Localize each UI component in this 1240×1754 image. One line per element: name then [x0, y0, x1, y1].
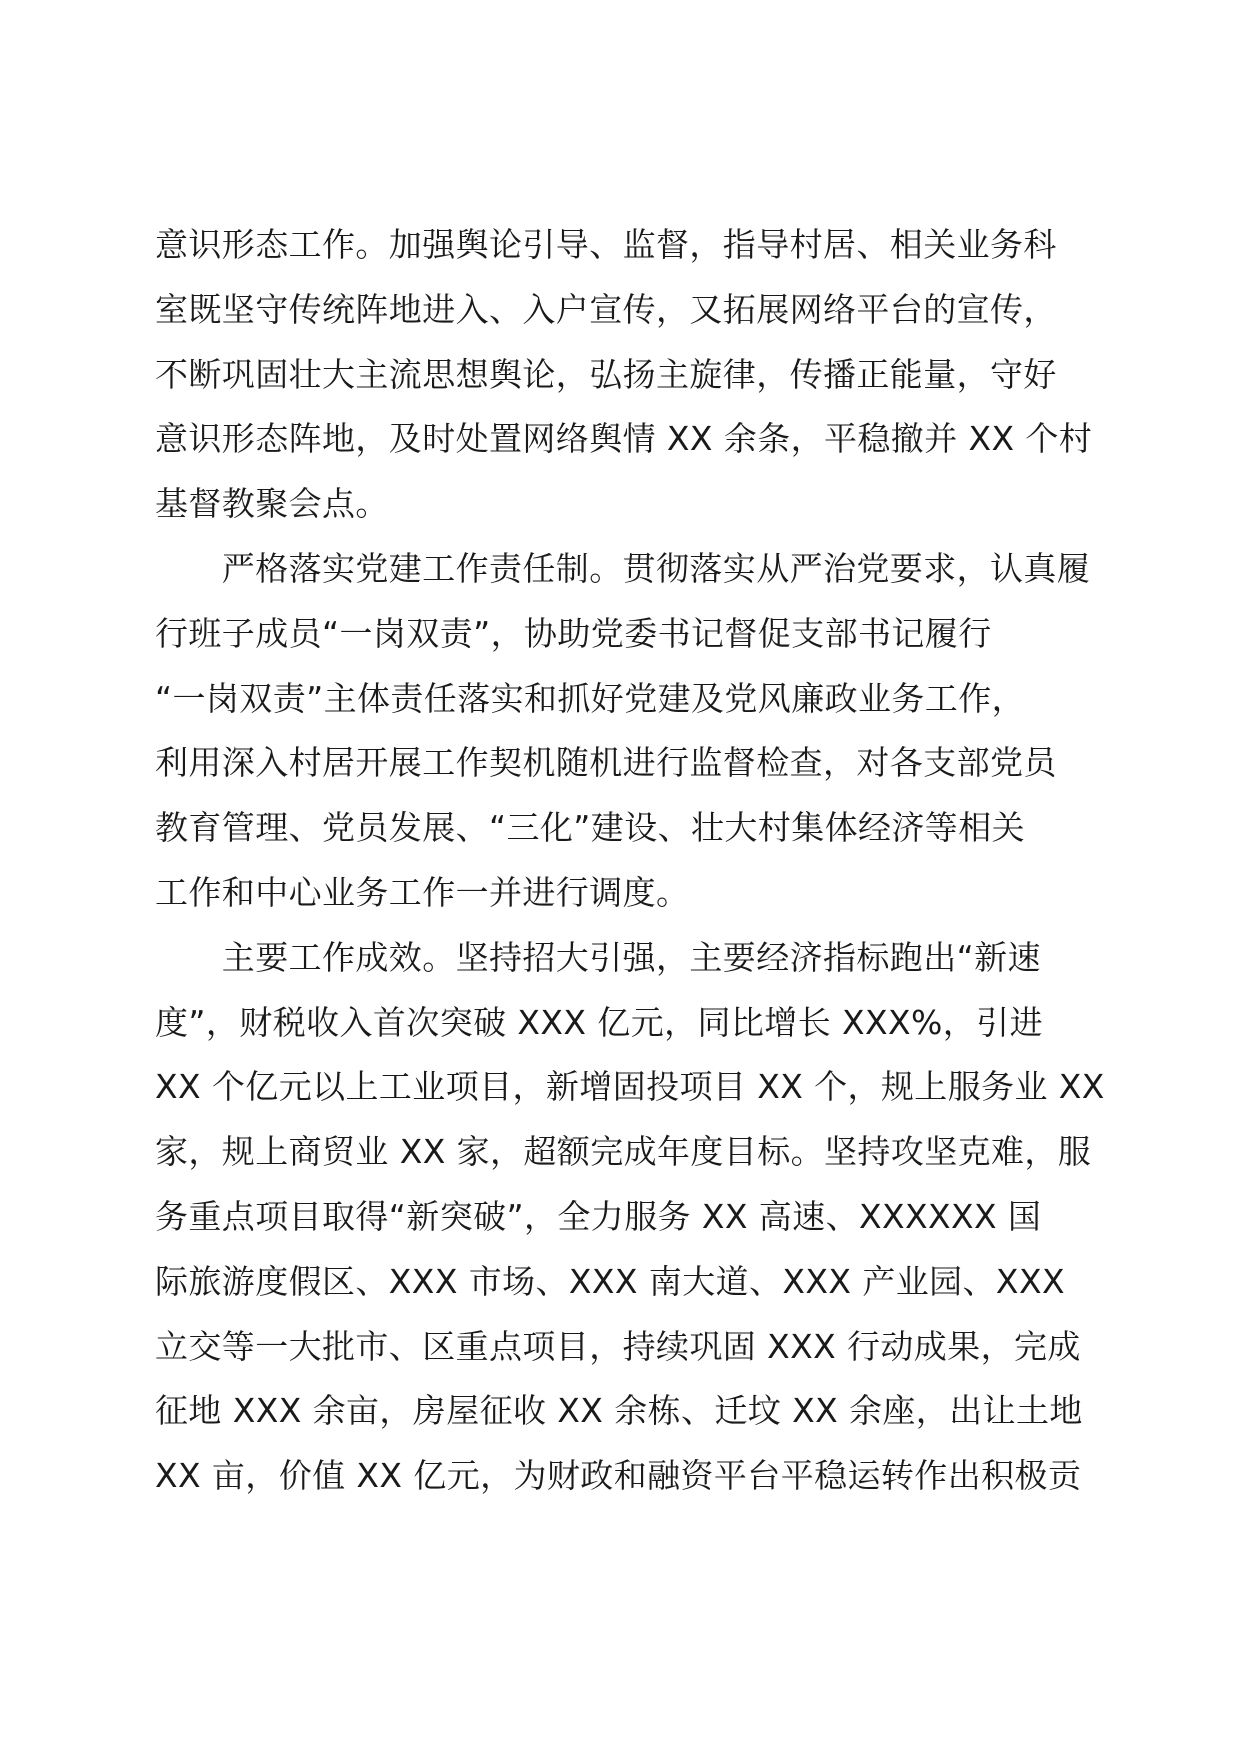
text-line: 严格落实党建工作责任制。贯彻落实从严治党要求，认真履 — [155, 548, 1091, 588]
text-line: XX 个亿元以上工业项目，新增固投项目 XX 个，规上服务业 XX — [155, 1067, 1105, 1107]
text-line: 行班子成员“一岗双责”，协助党委书记督促支部书记履行 — [155, 613, 992, 653]
text-line: “一岗双责”主体责任落实和抓好党建及党风廉政业务工作， — [155, 678, 1025, 718]
text-line: 不断巩固壮大主流思想舆论，弘扬主旋律，传播正能量，守好 — [155, 354, 1057, 394]
text-line: 家，规上商贸业 XX 家，超额完成年度目标。坚持攻坚克难，服 — [155, 1132, 1092, 1172]
document-body — [155, 213, 1105, 1509]
text-line: 立交等一大批市、区重点项目，持续巩固 XXX 行动成果，完成 — [155, 1326, 1081, 1366]
text-line: 利用深入村居开展工作契机随机进行监督检查，对各支部党员 — [155, 743, 1057, 783]
text-line: 征地 XXX 余亩，房屋征收 XX 余栋、迁坟 XX 余座，出让土地 — [155, 1391, 1083, 1431]
text-line: 务重点项目取得“新突破”，全力服务 XX 高速、XXXXXX 国 — [155, 1196, 1042, 1236]
text-line: 教育管理、党员发展、“三化”建设、壮大村集体经济等相关 — [155, 808, 1025, 848]
text-line: 度”，财税收入首次突破 XXX 亿元，同比增长 XXX%，引进 — [155, 1002, 1043, 1042]
text-line: 意识形态工作。加强舆论引导、监督，指导村居、相关业务科 — [155, 225, 1057, 264]
text-line: 工作和中心业务工作一并进行调度。 — [155, 872, 690, 912]
text-line: 基督教聚会点。 — [155, 484, 389, 524]
text-line: 际旅游度假区、XXX 市场、XXX 南大道、XXX 产业园、XXX — [155, 1261, 1065, 1301]
text-line: 意识形态阵地，及时处置网络舆情 XX 余条，平稳撤并 XX 个村 — [155, 419, 1093, 459]
text-line: 室既坚守传统阵地进入、入户宣传，又拓展网络平台的宣传， — [155, 289, 1057, 329]
text-line: XX 亩，价值 XX 亿元，为财政和融资平台平稳运转作出积极贡 — [155, 1456, 1082, 1496]
text-line: 主要工作成效。坚持招大引强，主要经济指标跑出“新速 — [155, 937, 1041, 977]
